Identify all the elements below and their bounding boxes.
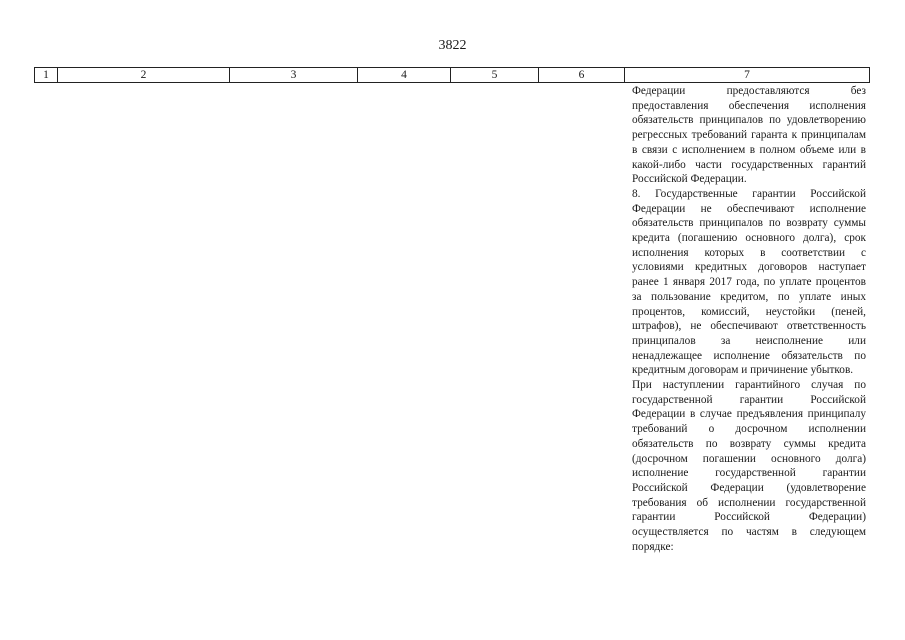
paragraph-guarantee-case: При наступлении гарантийного случая по государственной гарантии Российской Федерации в случае предъявления принципалу требований о досрочном исполнении обязательств по возврату суммы кредита (досрочном погашении основного долга) исполнение государственной гарантии Российской Федерации (удовлетворение требования об исполнении государственной гарантии Российской Федерации) осуществляется по частям в следующем порядке: <box>632 379 866 553</box>
column-header-2: 2 <box>58 68 230 83</box>
paragraph-item-8: 8. Государственные гарантии Российской Федерации не обеспечивают исполнение обязательств принципалов по возврату суммы кредита (погашению основного долга), срок исполнения которых в соответствии с условиями кредитных договоров наступает ранее 1 января 2017 года, по уплате процентов за пользование кредитом, по уплате иных процентов, комиссий, неустойки (пеней, штрафов), не обеспечивают ответственность принципалов за неисполнение или ненадлежащее исполнение обязательств по кредитным договорам и причинение убытков. <box>632 187 866 377</box>
column-header-row <box>35 68 870 83</box>
column-7-text <box>632 84 866 555</box>
column-header-7: 7 <box>625 68 870 83</box>
column-header-table <box>34 67 870 83</box>
column-header-4: 4 <box>358 68 451 83</box>
paragraph-continuation: Федерации предоставляются без предоставления обеспечения исполнения обязательств принципалов по удовлетворению регрессных требований гаранта к принципалам в связи с исполнением в полном объеме или в какой-либо части государственных гарантий Российской Федерации. <box>632 85 866 186</box>
page-number: 3822 <box>438 38 467 53</box>
column-header-3: 3 <box>230 68 358 83</box>
column-header-5: 5 <box>451 68 539 83</box>
column-header-6: 6 <box>539 68 625 83</box>
column-header-1: 1 <box>35 68 58 83</box>
